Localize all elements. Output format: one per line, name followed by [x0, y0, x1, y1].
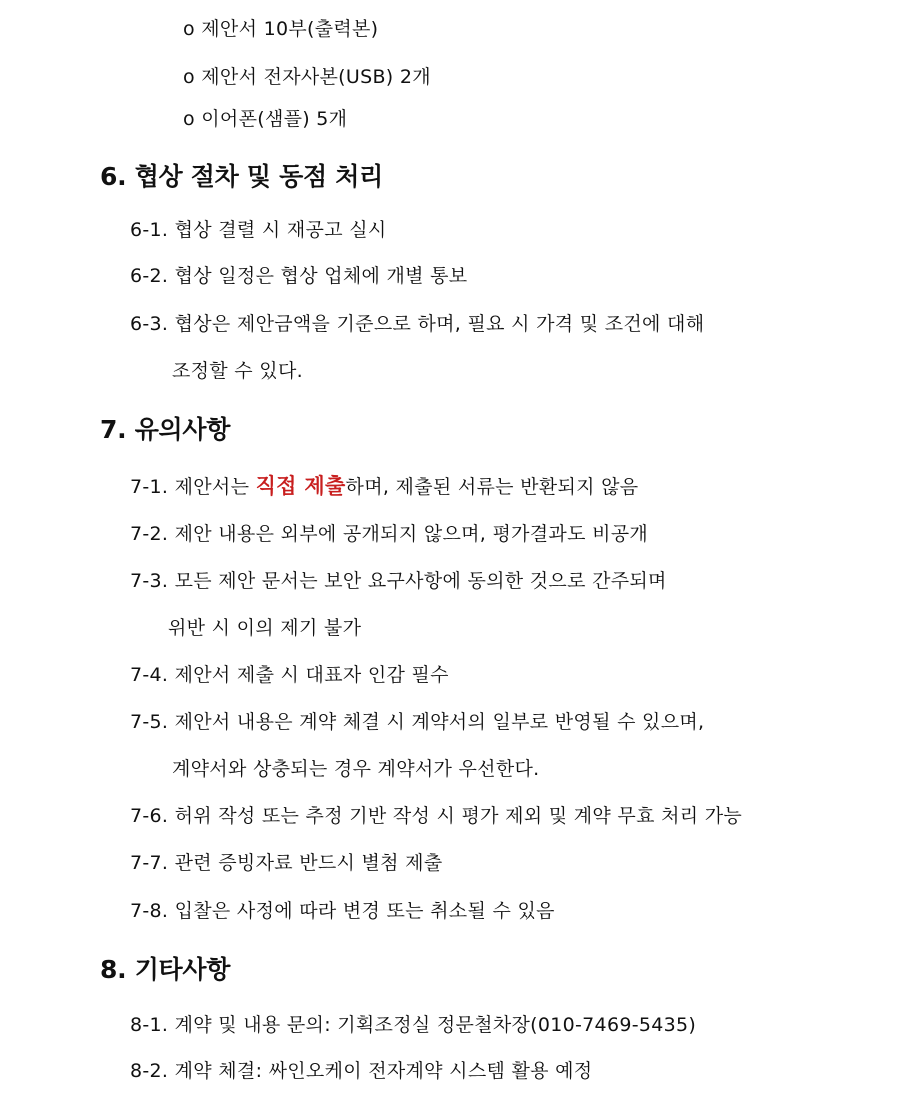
item-7-1-suffix: 하며, 제출된 서류는 반환되지 않음: [345, 476, 639, 498]
submission-item-usb: o 제안서 전자사본(USB) 2개: [183, 66, 431, 88]
item-7-5: 7-5. 제안서 내용은 계약 체결 시 계약서의 일부로 반영될 수 있으며,: [130, 711, 705, 733]
item-6-3: 6-3. 협상은 제안금액을 기준으로 하며, 필요 시 가격 및 조건에 대해: [130, 313, 705, 335]
item-7-7: 7-7. 관련 증빙자료 반드시 별첨 제출: [130, 852, 443, 874]
section-7-heading: 7. 유의사항: [100, 415, 231, 444]
section-6-heading: 6. 협상 절차 및 동점 처리: [100, 162, 383, 191]
item-6-3-continuation: 조정할 수 있다.: [172, 360, 303, 382]
submission-item-printed: o 제안서 10부(출력본): [183, 18, 379, 40]
item-7-3: 7-3. 모든 제안 문서는 보안 요구사항에 동의한 것으로 간주되며: [130, 570, 667, 592]
item-8-1: 8-1. 계약 및 내용 문의: 기획조정실 정문철차장(010-7469-5435): [130, 1014, 697, 1036]
item-7-3-continuation: 위반 시 이의 제기 불가: [168, 617, 362, 639]
item-7-8: 7-8. 입찰은 사정에 따라 변경 또는 취소될 수 있음: [130, 900, 555, 922]
item-6-1: 6-1. 협상 결렬 시 재공고 실시: [130, 219, 387, 241]
item-8-2: 8-2. 계약 체결: 싸인오케이 전자계약 시스템 활용 예정: [130, 1060, 593, 1082]
item-7-1-prefix: 7-1. 제안서는: [130, 476, 256, 498]
item-7-6: 7-6. 허위 작성 또는 추정 기반 작성 시 평가 제외 및 계약 무효 처리 가능: [130, 805, 743, 827]
item-7-2: 7-2. 제안 내용은 외부에 공개되지 않으며, 평가결과도 비공개: [130, 523, 649, 545]
item-7-4: 7-4. 제안서 제출 시 대표자 인감 필수: [130, 664, 449, 686]
item-7-5-continuation: 계약서와 상충되는 경우 계약서가 우선한다.: [172, 758, 540, 780]
section-8-heading: 8. 기타사항: [100, 955, 231, 984]
submission-item-sample: o 이어폰(샘플) 5개: [183, 108, 348, 130]
item-6-2: 6-2. 협상 일정은 협상 업체에 개별 통보: [130, 265, 468, 287]
direct-submission-highlight: 직접 제출: [255, 474, 346, 498]
item-7-1: [130, 470, 638, 500]
